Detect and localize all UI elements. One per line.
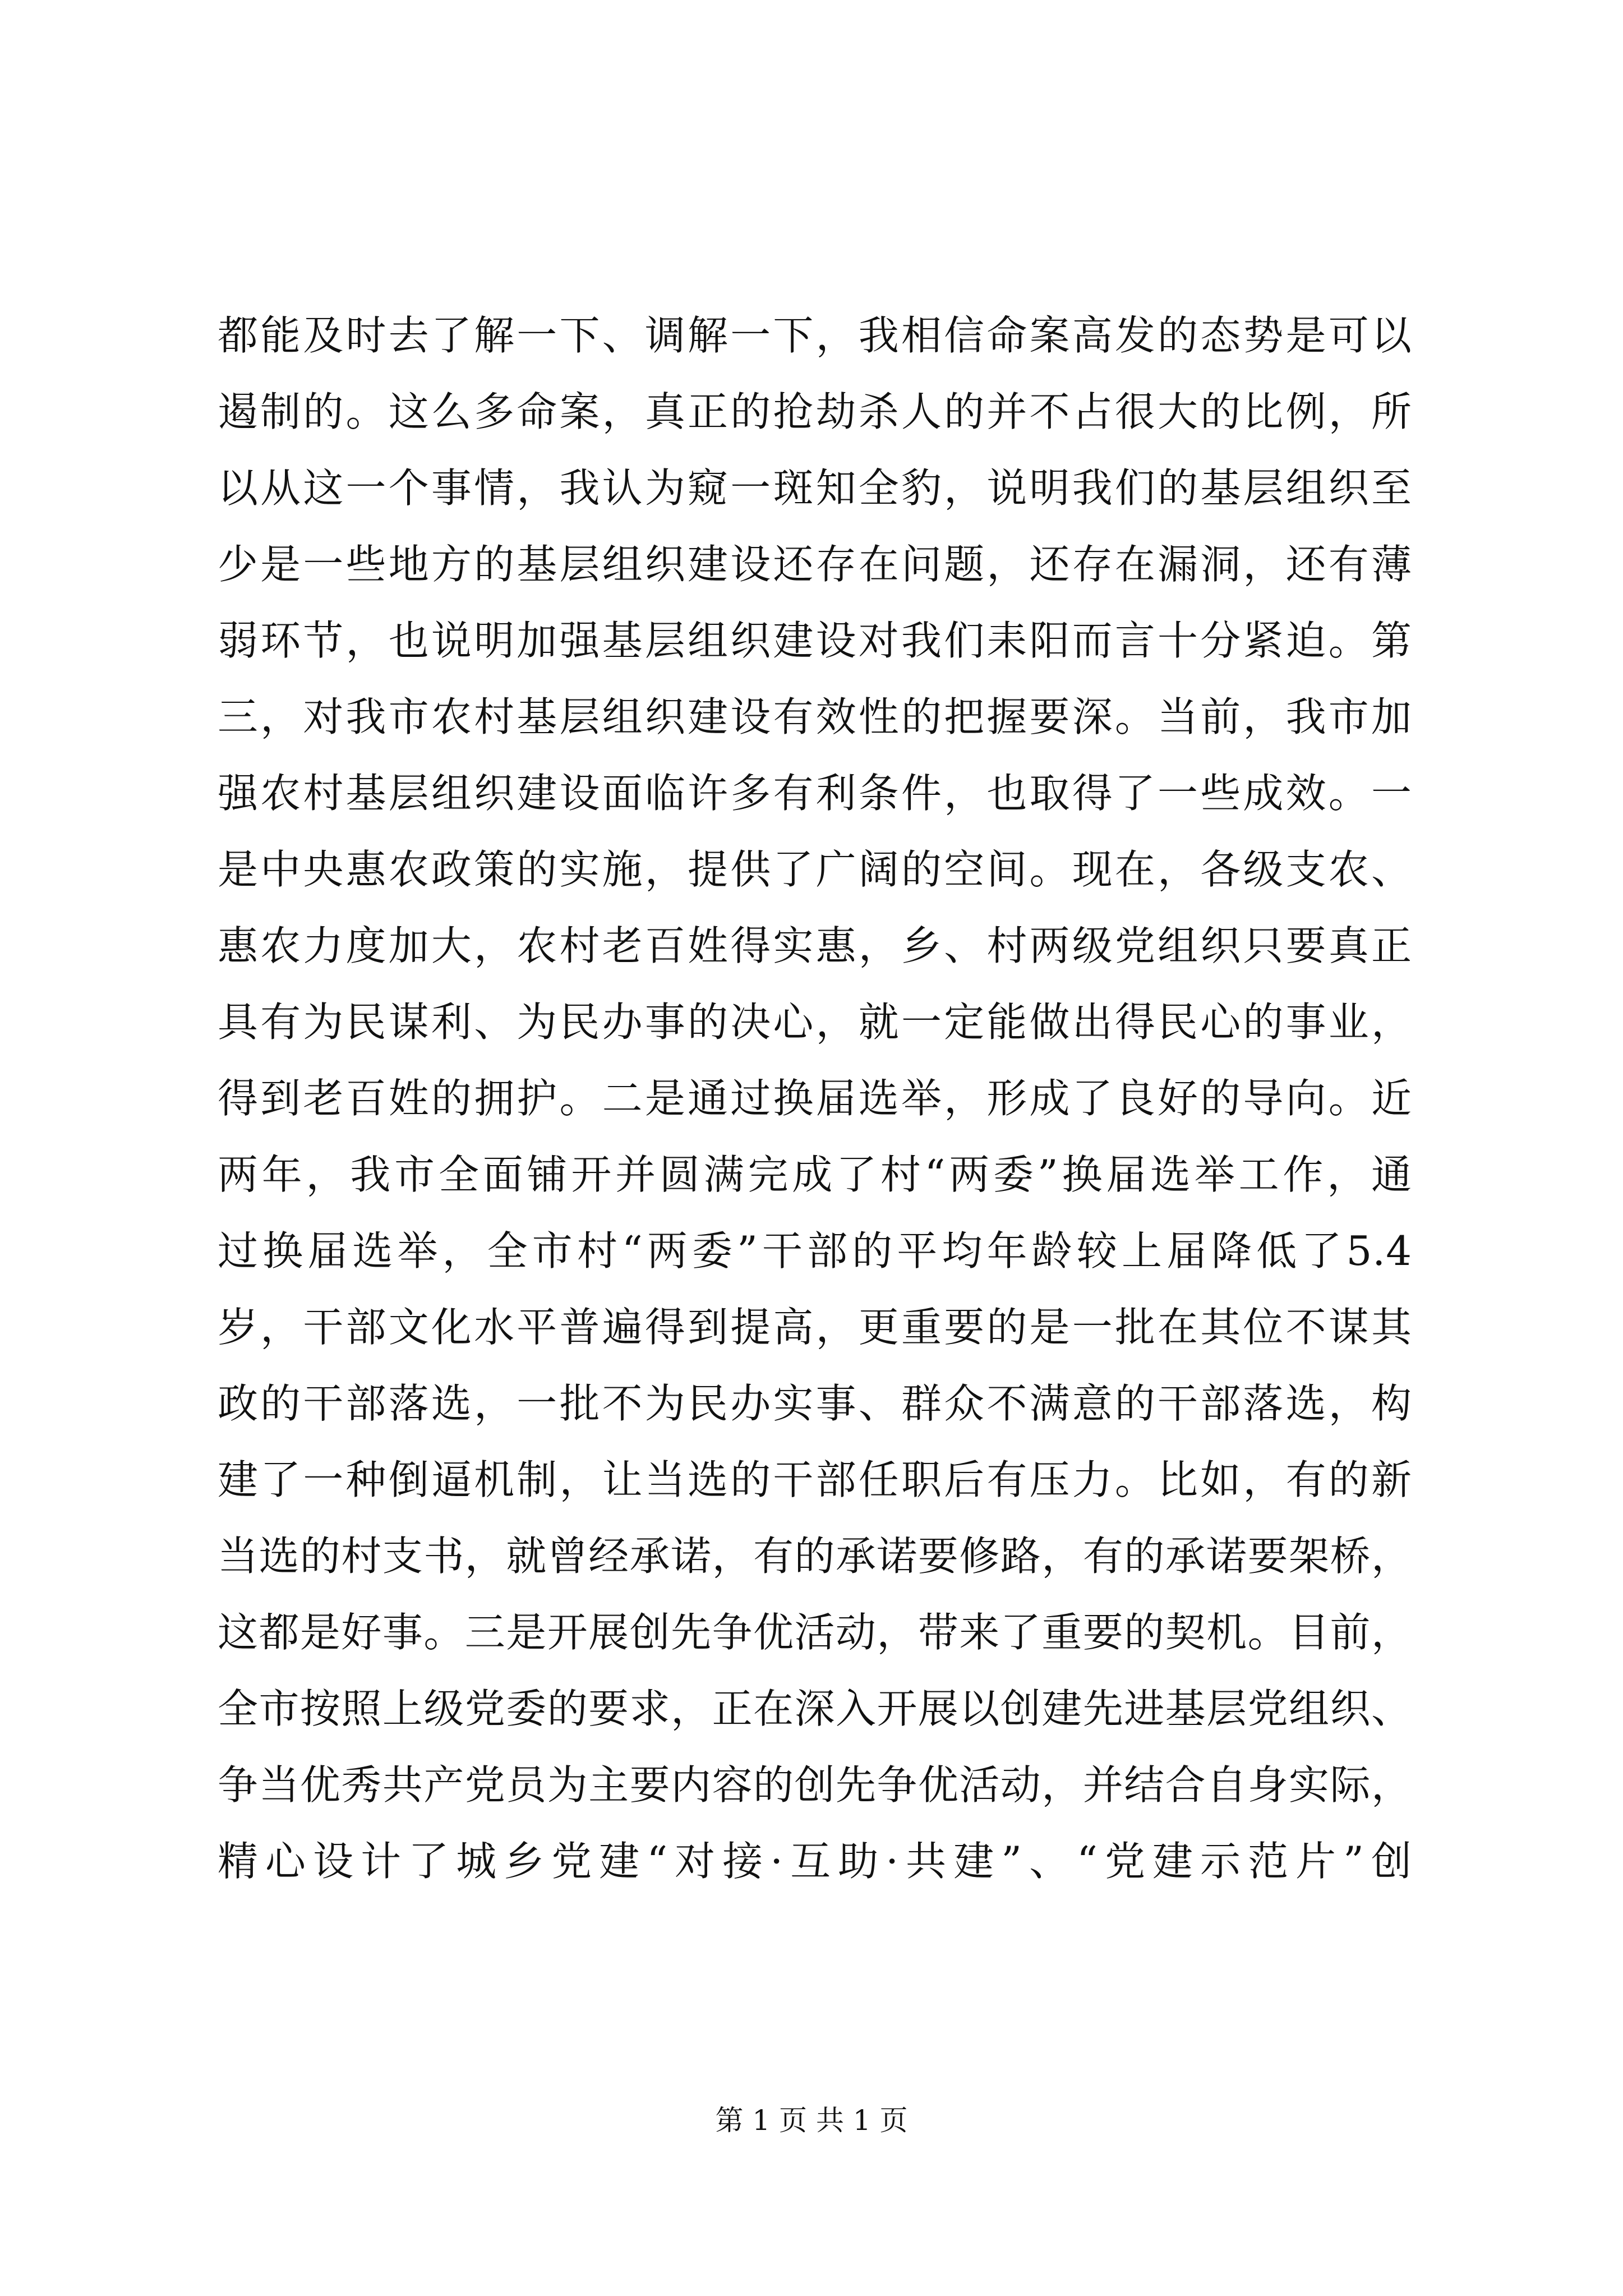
- text-line: 全市按照上级党委的要求，正在深入开展以创建先进基层党组织、: [218, 1685, 1412, 1732]
- page-number-label: 第 1 页 共 1 页: [715, 2104, 908, 2137]
- text-line: 是中央惠农政策的实施，提供了广阔的空间。现在，各级支农、: [218, 846, 1412, 893]
- text-line: 惠农力度加大，农村老百姓得实惠，乡、村两级党组织只要真正: [218, 922, 1412, 969]
- body-text: [218, 297, 1412, 1899]
- text-line: 两年，我市全面铺开并圆满完成了村“两委”换届选举工作，通: [218, 1151, 1412, 1198]
- text-line: 强农村基层组织建设面临许多有利条件，也取得了一些成效。一: [218, 770, 1412, 817]
- text-line: 政的干部落选，一批不为民办实事、群众不满意的干部落选，构: [218, 1380, 1412, 1427]
- text-line: 弱环节，也说明加强基层组织建设对我们耒阳而言十分紧迫。第: [218, 617, 1412, 664]
- text-line: 以从这一个事情，我认为窥一斑知全豹，说明我们的基层组织至: [218, 464, 1412, 512]
- page-footer: [0, 2104, 1623, 2137]
- text-line: 少是一些地方的基层组织建设还存在问题，还存在漏洞，还有薄: [218, 541, 1412, 588]
- text-line: 都能及时去了解一下、调解一下，我相信命案高发的态势是可以: [218, 312, 1412, 359]
- text-line: 得到老百姓的拥护。二是通过换届选举，形成了良好的导向。近: [218, 1075, 1412, 1122]
- text-line: 具有为民谋利、为民办事的决心，就一定能做出得民心的事业，: [218, 999, 1412, 1046]
- text-line: 三，对我市农村基层组织建设有效性的把握要深。当前，我市加: [218, 693, 1412, 740]
- text-line: 岁，干部文化水平普遍得到提高，更重要的是一批在其位不谋其: [218, 1304, 1412, 1351]
- text-line: 建了一种倒逼机制，让当选的干部任职后有压力。比如，有的新: [218, 1456, 1412, 1503]
- text-line: 这都是好事。三是开展创先争优活动，带来了重要的契机。目前，: [218, 1609, 1412, 1656]
- text-line: 当选的村支书，就曾经承诺，有的承诺要修路，有的承诺要架桥，: [218, 1533, 1412, 1580]
- text-line: 精心设计了城乡党建“对接·互助·共建”、“党建示范片”创: [218, 1838, 1412, 1885]
- text-line: 遏制的。这么多命案，真正的抢劫杀人的并不占很大的比例，所: [218, 388, 1412, 435]
- text-line: 过换届选举，全市村“两委”干部的平均年龄较上届降低了5.4: [218, 1227, 1412, 1274]
- text-line: 争当优秀共产党员为主要内容的创先争优活动，并结合自身实际，: [218, 1761, 1412, 1809]
